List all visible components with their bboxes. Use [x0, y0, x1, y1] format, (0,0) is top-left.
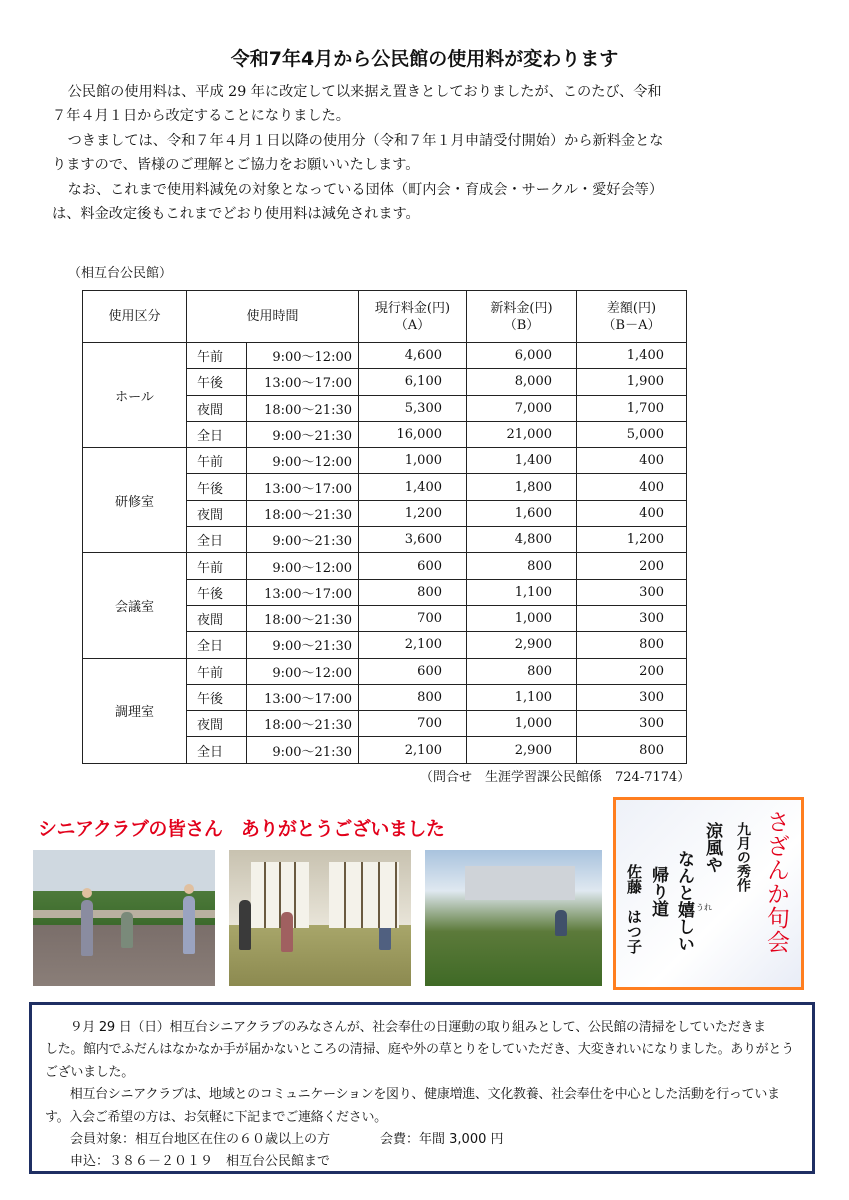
header-current [359, 291, 467, 343]
room-name-cell: 研修室 [83, 448, 187, 553]
time-cell: 18:00～21:30 [247, 500, 359, 526]
intro-line: なお、これまで使用料減免の対象となっている団体（町内会・育成会・サークル・愛好会等） [67, 181, 664, 198]
difference-cell: 300 [577, 711, 687, 737]
application-row [45, 1151, 800, 1173]
difference-cell: 1,700 [577, 395, 687, 421]
difference-cell: 800 [577, 737, 687, 763]
person-head [82, 888, 92, 898]
room-name-cell: 調理室 [83, 658, 187, 763]
period-cell: 夜間 [187, 605, 247, 631]
new-fee-cell: 1,100 [467, 684, 577, 710]
period-cell: 夜間 [187, 711, 247, 737]
difference-cell: 1,400 [577, 343, 687, 369]
new-fee-cell: 6,000 [467, 343, 577, 369]
room-name-cell: ホール [83, 343, 187, 448]
difference-cell: 5,000 [577, 421, 687, 447]
difference-cell: 300 [577, 605, 687, 631]
fee-table-body [83, 343, 687, 764]
page-title: 令和7年4月から公民館の使用料が変わります [230, 48, 619, 70]
current-fee-cell: 2,100 [359, 737, 467, 763]
person-figure [81, 900, 93, 956]
period-cell: 午前 [187, 553, 247, 579]
new-fee-cell: 800 [467, 553, 577, 579]
person-figure [281, 912, 293, 952]
membership-fee: 会費：年間 3,000 円 [380, 1132, 504, 1148]
haiku-line-2: なんと嬉しい [674, 850, 694, 952]
time-cell: 9:00～21:30 [247, 421, 359, 447]
current-fee-cell: 600 [359, 658, 467, 684]
intro-line: ７年４月１日から改定することになりました。 [52, 108, 350, 125]
photo-cleaning-room [229, 850, 411, 986]
new-fee-cell: 1,000 [467, 605, 577, 631]
period-cell: 全日 [187, 632, 247, 658]
period-cell: 午前 [187, 343, 247, 369]
person-figure [183, 896, 195, 954]
haiku-subtitle: 九月の秀作 [735, 822, 751, 892]
current-fee-cell: 1,200 [359, 500, 467, 526]
haiku-line-3: 帰り道 [648, 866, 668, 917]
new-fee-cell: 4,800 [467, 527, 577, 553]
current-fee-cell: 600 [359, 553, 467, 579]
header-diff-sub: （B－A） [602, 317, 661, 333]
person-figure [555, 910, 567, 936]
new-fee-cell: 1,400 [467, 448, 577, 474]
new-fee-cell: 2,900 [467, 632, 577, 658]
current-fee-cell: 700 [359, 605, 467, 631]
header-time: 使用時間 [187, 291, 359, 343]
fee-table [82, 290, 687, 764]
period-cell: 午後 [187, 474, 247, 500]
header-new-label: 新料金(円) [490, 300, 553, 316]
haiku-ruby: うれ [696, 903, 712, 912]
person-head [184, 884, 194, 894]
period-cell: 午前 [187, 658, 247, 684]
current-fee-cell: 800 [359, 684, 467, 710]
person-figure [121, 912, 133, 948]
current-fee-cell: 16,000 [359, 421, 467, 447]
header-new [467, 291, 577, 343]
difference-cell: 300 [577, 684, 687, 710]
haiku-author: 佐藤 はつ子 [625, 864, 643, 954]
new-fee-cell: 1,600 [467, 500, 577, 526]
period-cell: 夜間 [187, 395, 247, 421]
time-cell: 9:00～21:30 [247, 632, 359, 658]
info-line: 相互台シニアクラブは、地域とのコミュニケーションを図り、健康増進、文化教養、社会奉仕を中心とした活動を行っていま [69, 1087, 780, 1103]
difference-cell: 200 [577, 553, 687, 579]
haiku-club-title: さざんか句会 [763, 810, 789, 954]
time-cell: 18:00～21:30 [247, 605, 359, 631]
room-name-cell: 会議室 [83, 553, 187, 658]
time-cell: 13:00～17:00 [247, 369, 359, 395]
intro-line: 公民館の使用料は、平成 29 年に改定して以来据え置きとしておりましたが、このたび、令和 [67, 84, 662, 100]
time-cell: 9:00～21:30 [247, 527, 359, 553]
new-fee-cell: 800 [467, 658, 577, 684]
table-row [83, 658, 687, 684]
period-cell: 午後 [187, 579, 247, 605]
table-row [83, 553, 687, 579]
difference-cell: 1,200 [577, 527, 687, 553]
difference-cell: 1,900 [577, 369, 687, 395]
new-fee-cell: 21,000 [467, 421, 577, 447]
difference-cell: 400 [577, 448, 687, 474]
current-fee-cell: 1,000 [359, 448, 467, 474]
period-cell: 午後 [187, 684, 247, 710]
time-cell: 18:00～21:30 [247, 711, 359, 737]
person-figure [379, 908, 391, 950]
info-line: した。館内でふだんはなかなか手が届かないところの清掃、庭や外の草とりをしていただき、大変きれいになりました。ありがとう [45, 1042, 794, 1058]
header-diff-label: 差額(円) [606, 300, 657, 316]
period-cell: 午前 [187, 448, 247, 474]
intro-line: つきましては、令和７年４月１日以降の使用分（令和７年１月申請受付開始）から新料金とな [67, 132, 664, 149]
current-fee-cell: 4,600 [359, 343, 467, 369]
senior-club-info-box [29, 1002, 815, 1174]
period-cell: 夜間 [187, 500, 247, 526]
table-row [83, 343, 687, 369]
info-line: ございました。 [45, 1064, 134, 1080]
intro-line: りますので、皆様のご理解とご協力をお願いいたします。 [52, 157, 420, 174]
time-cell: 13:00～17:00 [247, 579, 359, 605]
header-diff [577, 291, 687, 343]
contact-info: （問合せ 生涯学習課公民館係 724-7174） [420, 770, 691, 785]
time-cell: 18:00～21:30 [247, 395, 359, 421]
time-cell: 9:00～12:00 [247, 343, 359, 369]
current-fee-cell: 800 [359, 579, 467, 605]
table-caption: （相互台公民館） [68, 266, 173, 281]
membership-row [45, 1129, 800, 1151]
thanks-heading: シニアクラブの皆さん ありがとうございました [38, 818, 445, 840]
current-fee-cell: 700 [359, 711, 467, 737]
application-contact: 申込：３８６－２０１９ 相互台公民館まで [70, 1154, 331, 1170]
period-cell: 全日 [187, 421, 247, 447]
current-fee-cell: 6,100 [359, 369, 467, 395]
header-category: 使用区分 [83, 291, 187, 343]
new-fee-cell: 8,000 [467, 369, 577, 395]
time-cell: 13:00～17:00 [247, 684, 359, 710]
photo-weeding-garden [425, 850, 602, 986]
period-cell: 全日 [187, 737, 247, 763]
info-line: す。入会ご希望の方は、お気軽に下記までご連絡ください。 [45, 1109, 387, 1125]
intro-line: は、料金改定後もこれまでどおり使用料は減免されます。 [52, 206, 420, 223]
period-cell: 午後 [187, 369, 247, 395]
haiku-line-1: 涼風や [702, 822, 722, 873]
difference-cell: 800 [577, 632, 687, 658]
intro-text [52, 80, 794, 226]
current-fee-cell: 5,300 [359, 395, 467, 421]
new-fee-cell: 1,800 [467, 474, 577, 500]
current-fee-cell: 3,600 [359, 527, 467, 553]
photo-sweeping-path [33, 850, 215, 986]
period-cell: 全日 [187, 527, 247, 553]
info-line: ９月 29 日（日）相互台シニアクラブのみなさんが、社会奉仕の日運動の取り組みとして、公民館の清掃をしていただきま [69, 1020, 766, 1035]
current-fee-cell: 2,100 [359, 632, 467, 658]
current-fee-cell: 1,400 [359, 474, 467, 500]
header-current-label: 現行料金(円) [374, 300, 451, 316]
member-eligibility: 会員対象：相互台地区在住の６０歳以上の方 [70, 1132, 331, 1148]
new-fee-cell: 7,000 [467, 395, 577, 421]
table-row [83, 448, 687, 474]
difference-cell: 400 [577, 500, 687, 526]
time-cell: 9:00～12:00 [247, 553, 359, 579]
time-cell: 9:00～21:30 [247, 737, 359, 763]
header-new-sub: （B） [503, 317, 540, 333]
difference-cell: 300 [577, 579, 687, 605]
new-fee-cell: 2,900 [467, 737, 577, 763]
person-figure [239, 900, 251, 950]
new-fee-cell: 1,000 [467, 711, 577, 737]
table-header-row [83, 291, 687, 343]
new-fee-cell: 1,100 [467, 579, 577, 605]
time-cell: 13:00～17:00 [247, 474, 359, 500]
time-cell: 9:00～12:00 [247, 658, 359, 684]
time-cell: 9:00～12:00 [247, 448, 359, 474]
haiku-card [613, 797, 804, 990]
difference-cell: 400 [577, 474, 687, 500]
difference-cell: 200 [577, 658, 687, 684]
header-current-sub: （A） [394, 317, 431, 333]
